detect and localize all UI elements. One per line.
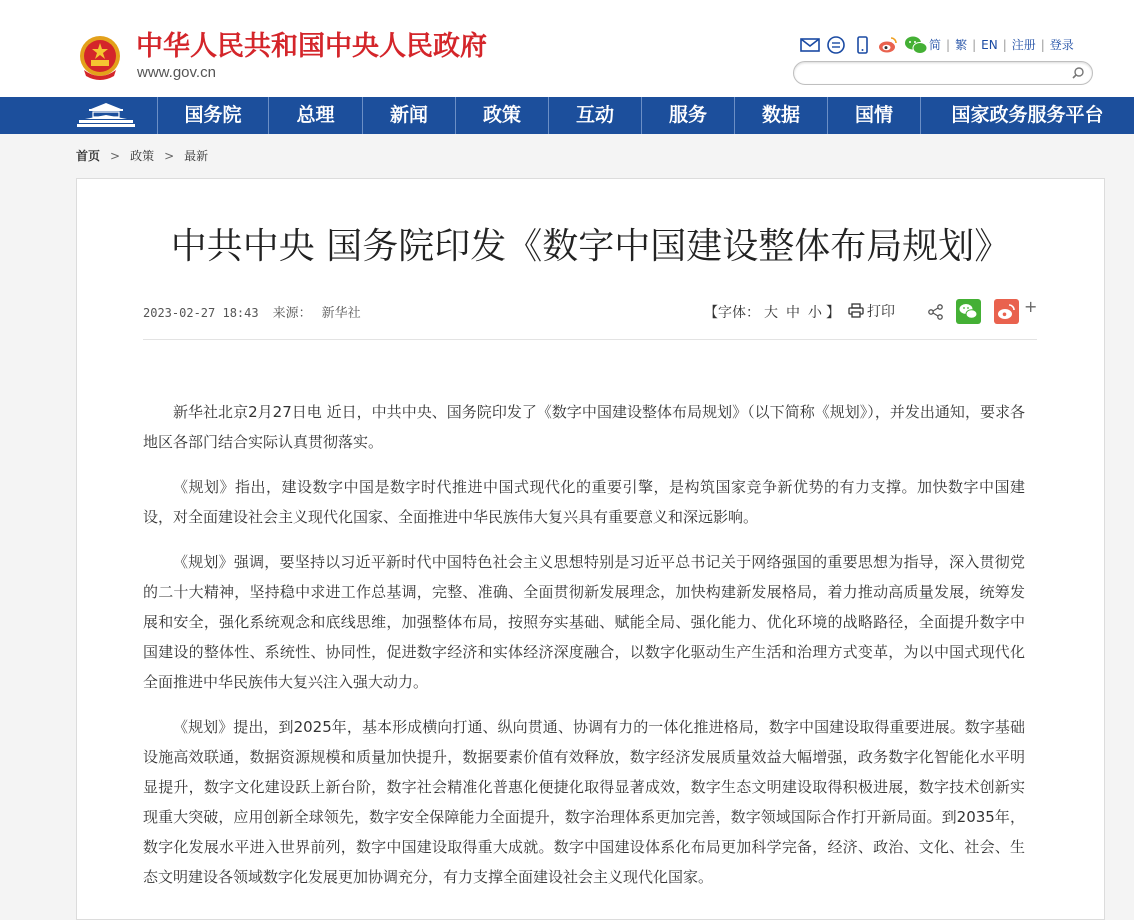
link-login[interactable]: 登录 (1049, 38, 1074, 52)
main-nav (0, 97, 1134, 134)
nav-item-zhengwu-platform[interactable]: 国家政务服务平台 (951, 104, 1104, 126)
article-paragraph: 《规划》提出，到2025年，基本形成横向打通、纵向贯通、协调有力的一体化推进格局，数字中国建设取得重要进展。数字基础设施高效联通，数据资源规模和质量加快提升，数据要素价值有效释放，数字经济发展质量效益大幅增强，政务数字化智能化水平明显提升，数字文化建设跃上新台阶，数字社会精准化普惠化便捷化取得显著成效，数字生态文明建设取得积极进展，数字技术创新实现重大突破，应用创新全球领先，数字安全保障能力全面提升，数字治理体系更加完善，数字领域国际合作打开新局面。到2035年，数字化发展水平进入世界前列，数字中国建设取得重大成就。数字中国建设体系化布局更加科学完备，经济、政治、文化、社会、生态文明建设各领域数字化发展更加协调充分，有力支撑全面建设社会主义现代化国家。 (143, 718, 1025, 886)
font-size-end: 】 (826, 305, 840, 321)
font-size-label: 【字体： (704, 305, 760, 321)
message-icon[interactable] (826, 35, 846, 55)
article-body (143, 397, 1025, 907)
tiananmen-logo-icon[interactable] (75, 101, 137, 129)
font-size-medium[interactable]: 中 (786, 305, 800, 321)
nav-item-fuwu[interactable]: 服务 (668, 104, 707, 126)
meta-divider (143, 339, 1037, 340)
nav-item-shuju[interactable]: 数据 (761, 104, 800, 126)
breadcrumb (76, 148, 208, 164)
print-label: 打印 (867, 304, 895, 320)
search-box (793, 61, 1093, 85)
article-title: 中共中央 国务院印发《数字中国建设整体布局规划》 (170, 226, 1011, 267)
site-title[interactable]: 中华人民共和国中央人民政府 (136, 31, 487, 62)
mobile-icon[interactable] (852, 35, 872, 55)
search-icon[interactable] (1071, 66, 1085, 80)
source-label: 来源： (272, 306, 312, 321)
article-paragraph: 新华社北京2月27日电 近日，中共中央、国务院印发了《数字中国建设整体布局规划》（以下简称《规划》），并发出通知，要求各地区各部门结合实际认真贯彻落实。 (143, 403, 1025, 451)
source-value: 新华社 (321, 306, 361, 321)
language-links (929, 37, 1074, 53)
publish-date: 2023-02-27 18:43 (143, 306, 259, 320)
link-register[interactable]: 注册 (1011, 38, 1036, 52)
nav-item-zongli[interactable]: 总理 (296, 104, 335, 126)
share-more-button[interactable]: + (1024, 297, 1038, 316)
breadcrumb-arrow-icon: > (164, 149, 175, 163)
nav-item-guoqing[interactable]: 国情 (854, 104, 893, 126)
search-input[interactable] (804, 64, 1068, 84)
font-size-small[interactable]: 小 (808, 305, 822, 321)
mail-icon[interactable] (800, 35, 820, 55)
national-emblem-icon[interactable] (78, 34, 122, 82)
breadcrumb-policy[interactable]: 政策 (130, 149, 155, 163)
print-button[interactable] (848, 303, 895, 321)
nav-item-hudong[interactable]: 互动 (575, 104, 614, 126)
breadcrumb-latest[interactable]: 最新 (184, 149, 209, 163)
wechat-icon[interactable] (904, 35, 928, 55)
wechat-share-icon[interactable] (956, 299, 981, 324)
nav-item-zhengce[interactable]: 政策 (482, 104, 521, 126)
nav-item-xinwen[interactable]: 新闻 (389, 104, 428, 126)
separator: | (1040, 38, 1045, 52)
article-paragraph: 《规划》强调，要坚持以习近平新时代中国特色社会主义思想特别是习近平总书记关于网络强国的重要思想为指导，深入贯彻党的二十大精神，坚持稳中求进工作总基调，完整、准确、全面贯彻新发展理念，加快构建新发展格局，着力推动高质量发展，统筹发展和安全，强化系统观念和底线思维，加强整体布局，按照夯实基础、赋能全局、强化能力、优化环境的战略路径，全面提升数字中国建设的整体性、系统性、协同性，促进数字经济和实体经济深度融合，以数字化驱动生产生活和治理方式变革，为以中国式现代化全面推进中华民族伟大复兴注入强大动力。 (143, 553, 1025, 691)
link-simplified[interactable]: 简 (929, 38, 942, 52)
weibo-icon[interactable] (878, 35, 898, 55)
article-meta (143, 305, 361, 322)
separator: | (1002, 38, 1007, 52)
separator: | (946, 38, 951, 52)
breadcrumb-home[interactable]: 首页 (76, 149, 101, 163)
site-header (0, 0, 1134, 97)
separator: | (972, 38, 977, 52)
breadcrumb-arrow-icon: > (110, 149, 121, 163)
top-icon-bar (800, 34, 928, 56)
font-size-large[interactable]: 大 (764, 305, 778, 321)
site-domain: www.gov.cn (137, 64, 216, 81)
article-paragraph: 《规划》指出，建设数字中国是数字时代推进中国式现代化的重要引擎，是构筑国家竞争新优势的有力支撑。加快数字中国建设，对全面建设社会主义现代化国家、全面推进中华民族伟大复兴具有重要意义和深远影响。 (143, 478, 1025, 526)
print-icon (848, 303, 864, 319)
link-traditional[interactable]: 繁 (955, 38, 968, 52)
share-icon[interactable] (927, 303, 945, 321)
nav-item-guowuyuan[interactable]: 国务院 (184, 104, 242, 126)
weibo-share-icon[interactable] (994, 299, 1019, 324)
article-panel (76, 178, 1105, 920)
font-size-selector (704, 305, 840, 321)
link-english[interactable]: EN (981, 38, 998, 52)
